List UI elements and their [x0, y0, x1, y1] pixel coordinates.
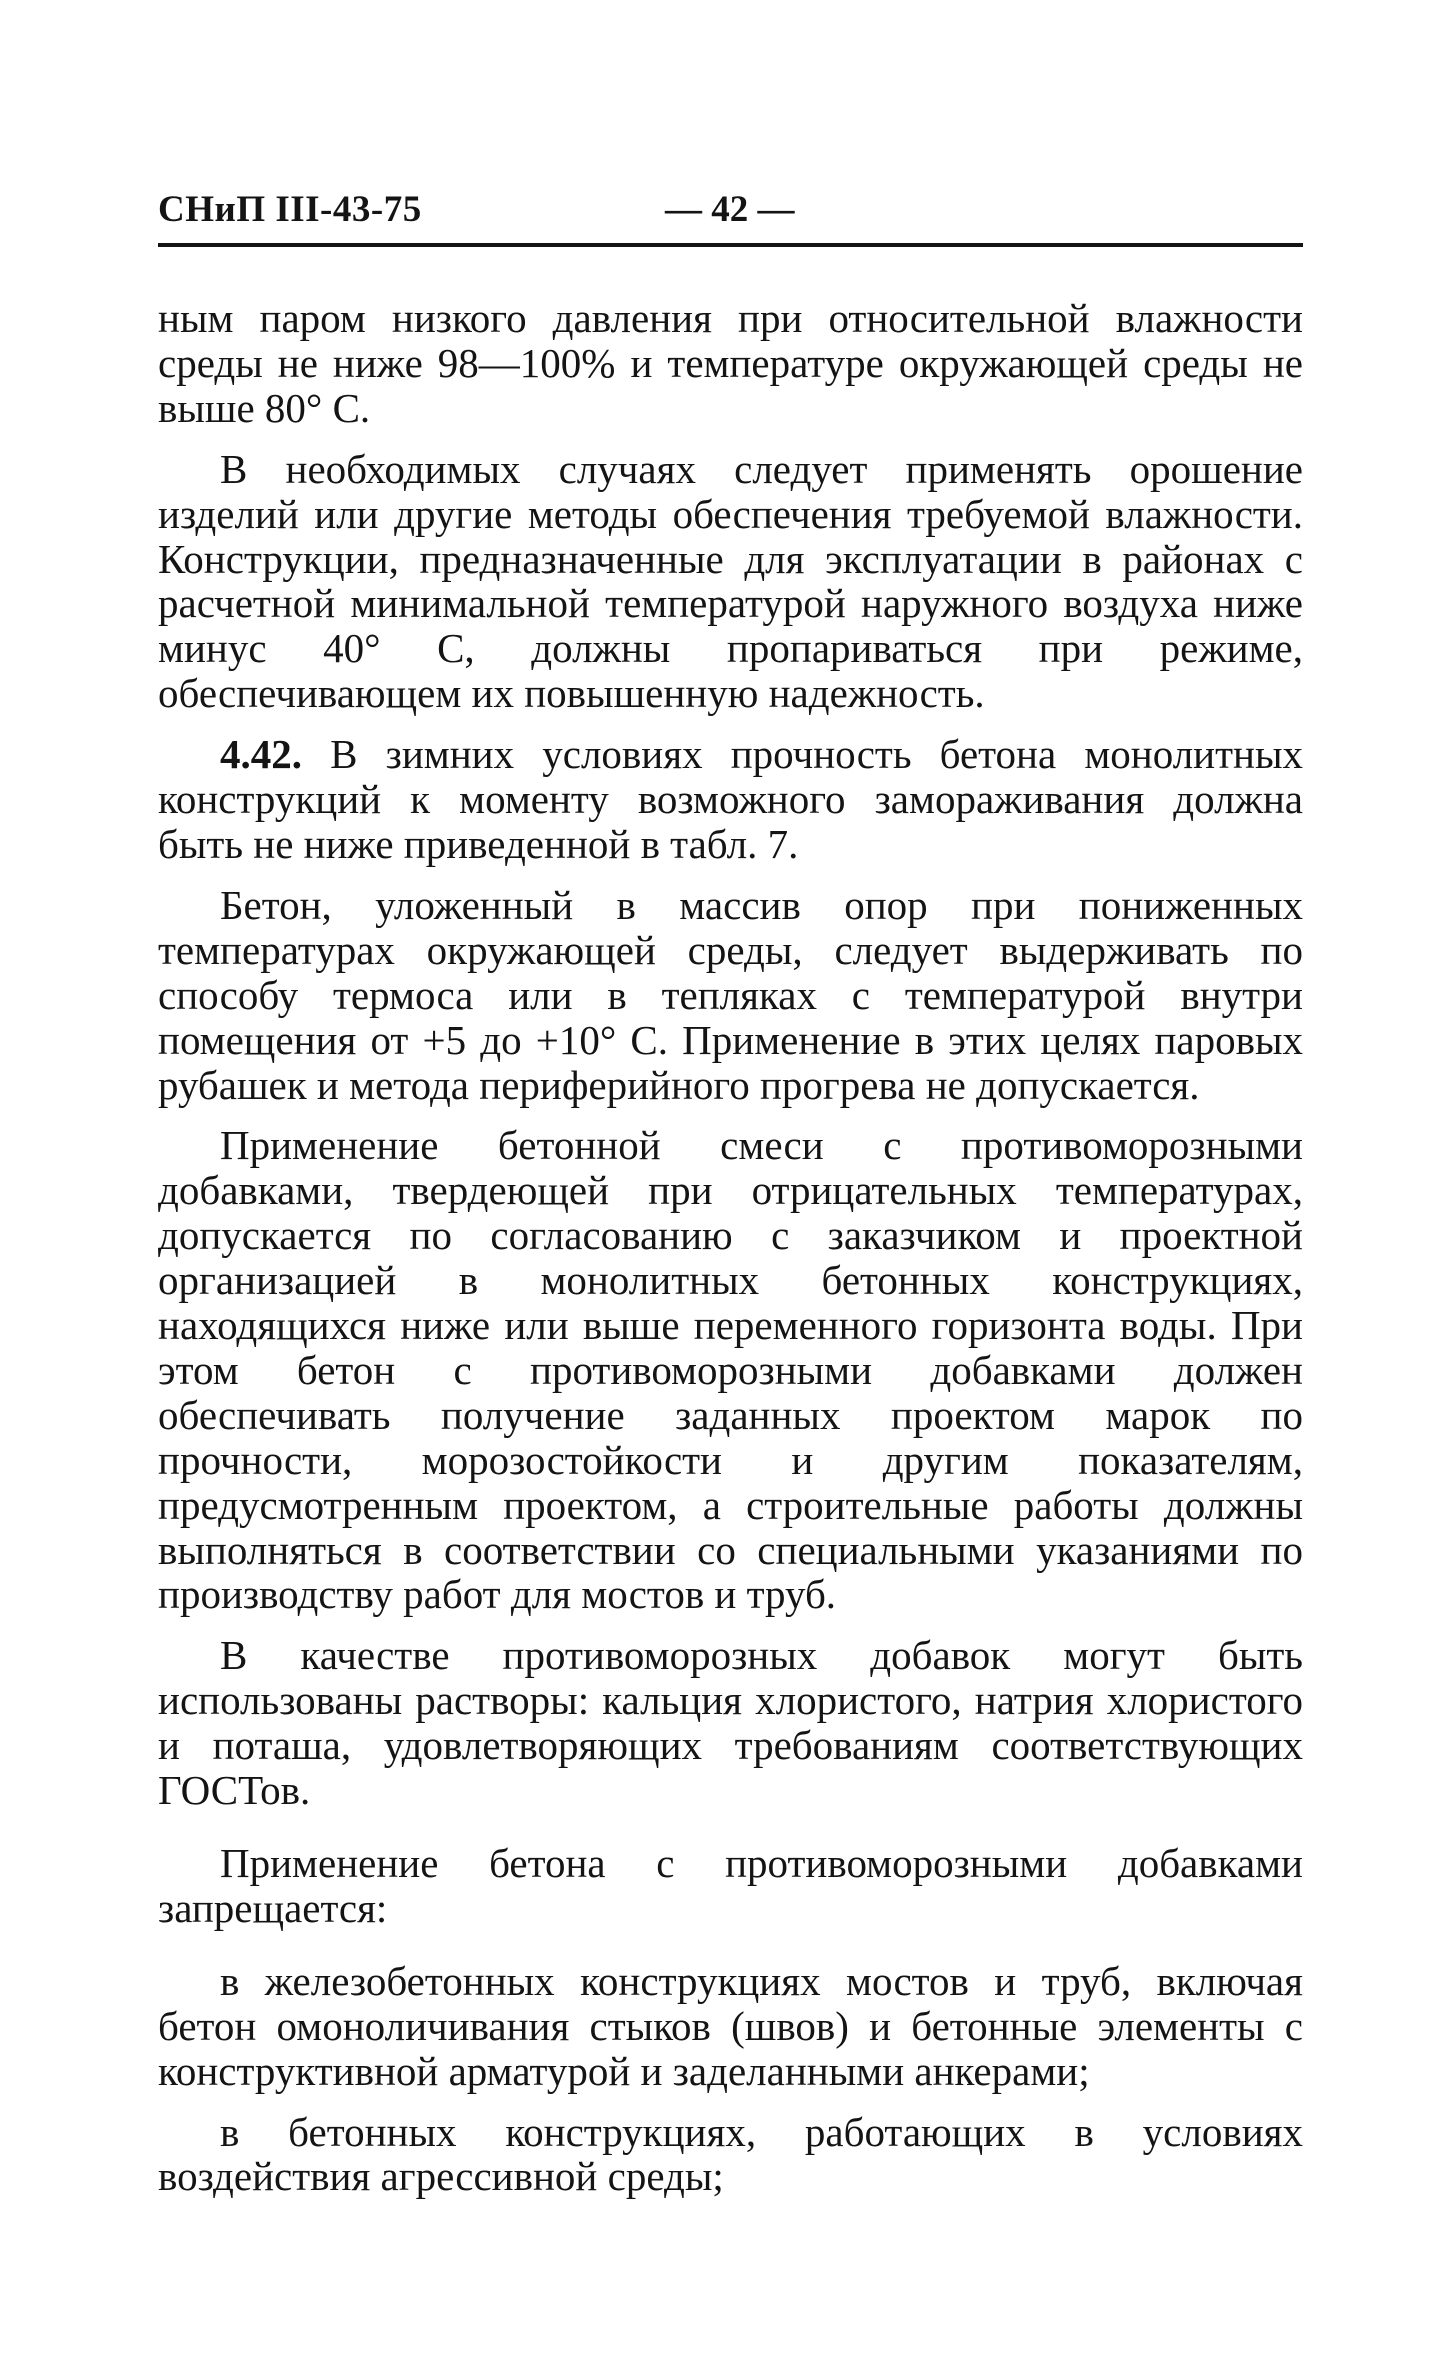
list-item-reinforced: в железобетонных конструкциях мостов и труб, включая бетон омоноличивания стыков (швов) и бетонные элементы с конструктивной арматурой и заделанными анкерами;: [158, 1957, 1303, 2094]
document-code: СНиП III-43-75: [158, 189, 422, 230]
section-number: 4.42.: [220, 731, 302, 778]
section-4-42-text: В зимних условиях прочность бетона монолитных конструкций к моменту возможного замораживания должна быть не ниже приведенной в табл. 7.: [158, 731, 1304, 867]
paragraph-massif-concrete: Бетон, уложенный в массив опор при пониженных температурах окружающей среды, следует выдерживать по способу термоса или в тепляках с температурой внутри помещения от +5 до +10° С. Применение в этих целях паровых рубашек и метода периферийного прогрева не допускается.: [158, 881, 1303, 1108]
paragraph-antifreeze-solutions: В качестве противоморозных добавок могут быть использованы растворы: кальция хлористого, натрия хлористого и поташа, удовлетворяющих требованиям соответствующих ГОСТов.: [158, 1632, 1303, 1814]
page-header: [158, 188, 1303, 238]
list-item-aggressive: в бетонных конструкциях, работающих в условиях воздействия агрессивной среды;: [158, 2108, 1303, 2200]
paragraph-continuation: ным паром низкого давления при относительной влажности среды не ниже 98—100% и температуре окружающей среды не выше 80° С.: [158, 295, 1303, 431]
page-number: — 42 —: [665, 189, 795, 230]
paragraph-humidity: В необходимых случаях следует применять орошение изделий или другие методы обеспечения требуемой влажности. Конструкции, предназначенные для эксплуатации в районах с расчетной минимальной температурой наружного воздуха ниже минус 40° С, должны пропариваться при режиме, обеспечивающем их повышенную надежность.: [158, 445, 1303, 717]
body-text: [158, 296, 1303, 2199]
paragraph-prohibited: Применение бетона с противоморозными добавками запрещается:: [158, 1840, 1303, 1931]
paragraph-section-4-42: [158, 732, 1303, 867]
header-divider: [158, 243, 1303, 247]
paragraph-antifreeze-mix: Применение бетонной смеси с противоморозными добавками, твердеющей при отрицательных температурах, допускается по согласованию с заказчиком и проектной организацией в монолитных бетонных конструкциях, находящихся ниже или выше переменного горизонта воды. При этом бетон с противоморозными добавками должен обеспечивать получение заданных проектом марок по прочности, морозостойкости и другим показателям, предусмотренным проектом, а строительные работы должны выполняться в соответствии со специальными указаниями по производству работ для мостов и труб.: [158, 1122, 1303, 1618]
